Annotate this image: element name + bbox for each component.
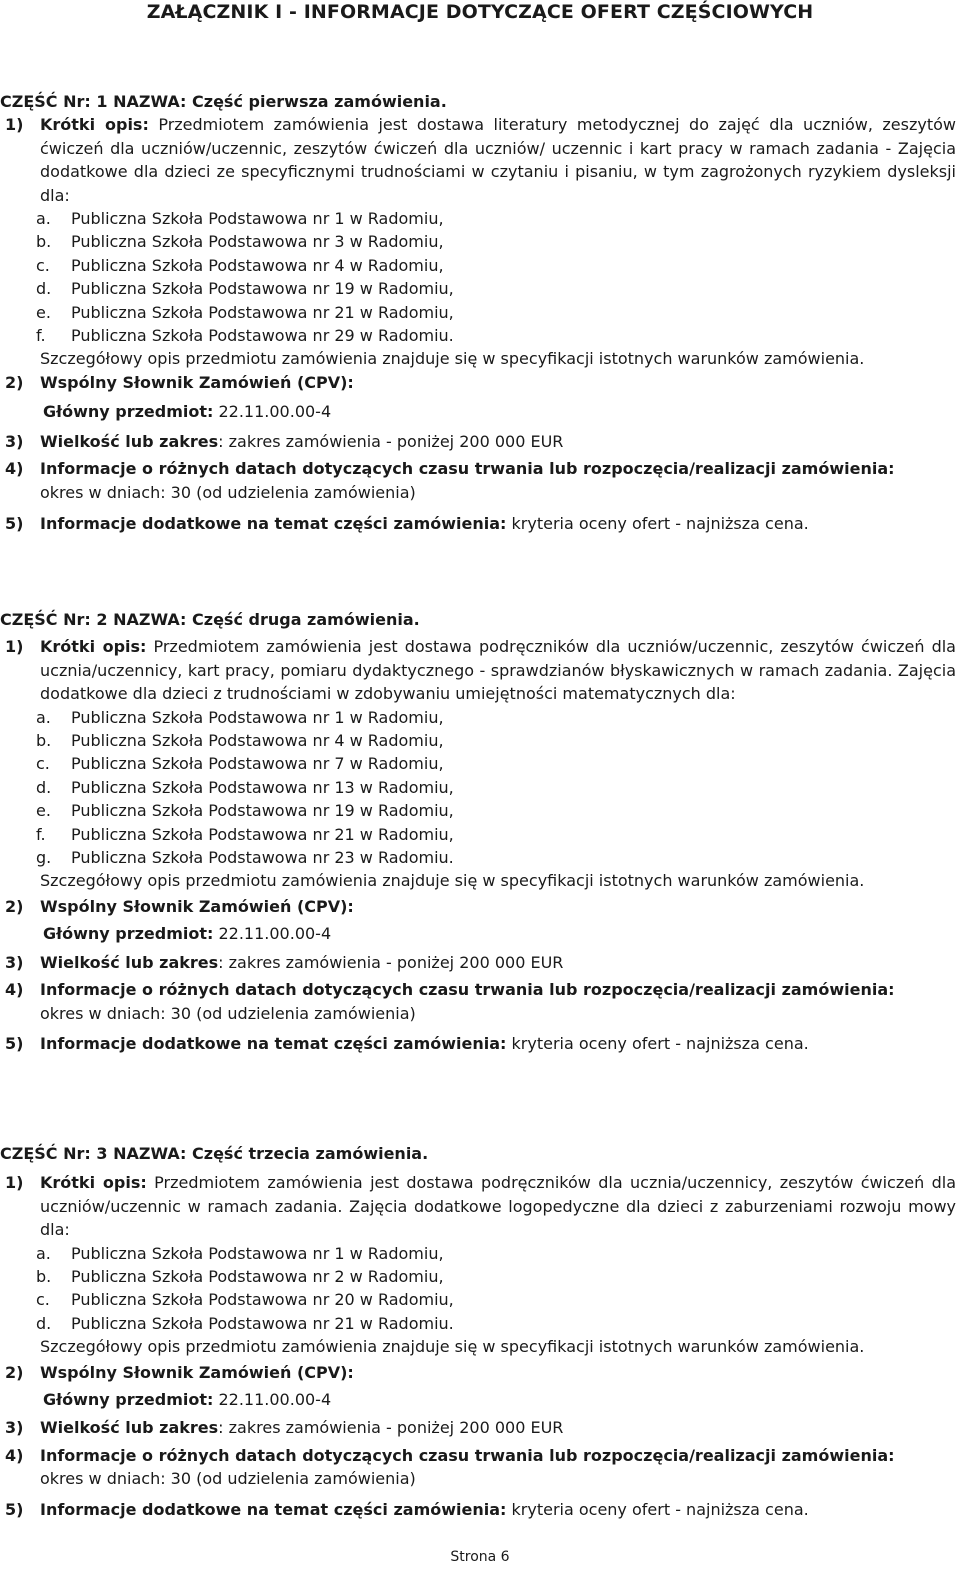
list-letter: b.	[36, 731, 52, 751]
scope-text: : zakres zamówienia - poniżej 200 000 EUR	[218, 952, 564, 972]
list-item	[0, 1265, 960, 1288]
short-description-text	[40, 113, 956, 207]
dates-text: okres w dniach: 30 (od udzielenia zamówienia)	[40, 482, 416, 502]
list-item	[0, 324, 960, 347]
list-letter: a.	[36, 209, 51, 229]
cpv-code: 22.11.00.00-4	[218, 1390, 332, 1410]
school-name: Publiczna Szkoła Podstawowa nr 3 w Radomiu,	[71, 232, 444, 252]
list-item	[0, 277, 960, 300]
dates-text: okres w dniach: 30 (od udzielenia zamówienia)	[40, 1469, 416, 1489]
scope-label: Wielkość lub zakres	[40, 952, 219, 972]
cpv-heading: Wspólny Słownik Zamówień (CPV):	[40, 372, 354, 392]
item-number: 5)	[5, 1499, 24, 1519]
part-heading: CZĘŚĆ Nr: 1 NAZWA: Część pierwsza zamówienia.	[0, 92, 447, 111]
additional-info-section	[0, 512, 960, 535]
additional-info-label: Informacje dodatkowe na temat części zamówienia:	[40, 1499, 507, 1519]
additional-info-section	[0, 1498, 960, 1521]
dates-section	[0, 457, 960, 504]
detail-note: Szczegółowy opis przedmiotu zamówienia znajduje się w specyfikacji istotnych warunków zamówienia.	[40, 871, 865, 891]
short-description-body: Przedmiotem zamówienia jest dostawa podręczników dla uczniów/uczennic, zeszytów ćwiczeń dla ucznia/uczennicy, kart pracy, pomiaru dydaktycznego - sprawdzianów błyskawicznych w ramach zadania. Zajęcia dodatkowe dla dzieci z trudnościami w zdobywaniu umiejętności matematycznych dla:	[40, 637, 956, 704]
school-name: Publiczna Szkoła Podstawowa nr 21 w Radomiu,	[71, 302, 454, 322]
short-description	[0, 113, 960, 207]
cpv-main-subject	[0, 400, 960, 423]
list-letter: c.	[36, 754, 50, 774]
list-letter: f.	[36, 824, 46, 844]
short-description-text	[40, 1171, 956, 1241]
list-item	[0, 846, 960, 869]
list-letter: c.	[36, 1290, 50, 1310]
cpv-label: Główny przedmiot:	[43, 924, 214, 944]
cpv-heading: Wspólny Słownik Zamówień (CPV):	[40, 1362, 354, 1382]
list-item	[0, 207, 960, 230]
dates-section	[0, 978, 960, 1025]
part-1	[0, 90, 960, 535]
short-description-body: Przedmiotem zamówienia jest dostawa literatury metodycznej do zajęć dla uczniów, zeszytów ćwiczeń dla uczniów/uczennic, zeszytów ćwiczeń dla uczniów/ uczennic i kart pracy w ramach zadania - Zajęcia dodatkowe dla dzieci ze specyficznymi trudnościami w czytaniu i pisaniu, w tym zagrożonych ryzykiem dysleksji dla:	[40, 115, 956, 205]
item-number: 3)	[5, 952, 24, 972]
list-item	[0, 1312, 960, 1335]
school-list	[0, 706, 960, 870]
scope-section	[0, 951, 960, 974]
item-number: 2)	[5, 1362, 24, 1382]
cpv-label: Główny przedmiot:	[43, 402, 214, 422]
cpv-section	[0, 371, 960, 394]
dates-text: okres w dniach: 30 (od udzielenia zamówienia)	[40, 1003, 416, 1023]
short-description	[0, 1171, 960, 1241]
short-description-label: Krótki opis:	[40, 637, 147, 657]
short-description	[0, 635, 960, 705]
list-letter: d.	[36, 1313, 52, 1333]
part-heading: CZĘŚĆ Nr: 2 NAZWA: Część druga zamówienia.	[0, 610, 420, 629]
scope-label: Wielkość lub zakres	[40, 431, 219, 451]
dates-label: Informacje o różnych datach dotyczących czasu trwania lub rozpoczęcia/realizacji zamówienia:	[40, 1445, 895, 1465]
item-number: 3)	[5, 431, 24, 451]
short-description-label: Krótki opis:	[40, 115, 149, 135]
part-3	[0, 1142, 960, 1521]
scope-section	[0, 1416, 960, 1439]
cpv-code: 22.11.00.00-4	[218, 924, 332, 944]
list-item	[0, 706, 960, 729]
short-description-body: Przedmiotem zamówienia jest dostawa podręczników dla ucznia/uczennicy, zeszytów ćwiczeń dla uczniów/uczennic w ramach zadania. Zajęcia dodatkowe logopedyczne dla dzieci z zaburzeniami rozwoju mowy dla:	[40, 1173, 956, 1240]
additional-info-section	[0, 1032, 960, 1055]
school-name: Publiczna Szkoła Podstawowa nr 21 w Radomiu,	[71, 824, 454, 844]
list-letter: a.	[36, 707, 51, 727]
additional-info-label: Informacje dodatkowe na temat części zamówienia:	[40, 513, 507, 533]
part-heading: CZĘŚĆ Nr: 3 NAZWA: Część trzecia zamówienia.	[0, 1144, 429, 1163]
item-number: 4)	[5, 980, 24, 1000]
school-name: Publiczna Szkoła Podstawowa nr 2 w Radomiu,	[71, 1267, 444, 1287]
list-letter: e.	[36, 302, 51, 322]
cpv-heading: Wspólny Słownik Zamówień (CPV):	[40, 896, 354, 916]
scope-text: : zakres zamówienia - poniżej 200 000 EUR	[218, 1418, 564, 1438]
short-description-text	[40, 635, 956, 705]
item-number: 4)	[5, 459, 24, 479]
list-letter: a.	[36, 1243, 51, 1263]
list-item	[0, 776, 960, 799]
list-letter: d.	[36, 777, 52, 797]
list-letter: d.	[36, 279, 52, 299]
item-number: 5)	[5, 513, 24, 533]
cpv-section	[0, 895, 960, 918]
list-letter: g.	[36, 848, 52, 868]
page-title: ZAŁĄCZNIK I - INFORMACJE DOTYCZĄCE OFERT CZĘŚCIOWYCH	[146, 1, 814, 23]
item-number: 3)	[5, 1418, 24, 1438]
item-number: 1)	[5, 637, 24, 657]
cpv-section	[0, 1361, 960, 1384]
dates-label: Informacje o różnych datach dotyczących czasu trwania lub rozpoczęcia/realizacji zamówienia:	[40, 980, 895, 1000]
page-number: Strona 6	[450, 1549, 510, 1565]
additional-info-text: kryteria oceny ofert - najniższa cena.	[511, 513, 809, 533]
dates-label: Informacje o różnych datach dotyczących czasu trwania lub rozpoczęcia/realizacji zamówienia:	[40, 459, 895, 479]
school-name: Publiczna Szkoła Podstawowa nr 20 w Radomiu,	[71, 1290, 454, 1310]
list-item	[0, 752, 960, 775]
cpv-code: 22.11.00.00-4	[218, 402, 332, 422]
list-letter: c.	[36, 255, 50, 275]
list-item	[0, 230, 960, 253]
list-item	[0, 1242, 960, 1265]
school-name: Publiczna Szkoła Podstawowa nr 13 w Radomiu,	[71, 777, 454, 797]
school-name: Publiczna Szkoła Podstawowa nr 1 w Radomiu,	[71, 209, 444, 229]
part-2	[0, 608, 960, 1055]
school-name: Publiczna Szkoła Podstawowa nr 19 w Radomiu,	[71, 279, 454, 299]
cpv-label: Główny przedmiot:	[43, 1390, 214, 1410]
school-name: Publiczna Szkoła Podstawowa nr 19 w Radomiu,	[71, 801, 454, 821]
item-number: 1)	[5, 1173, 24, 1193]
item-number: 4)	[5, 1445, 24, 1465]
cpv-main-subject	[0, 922, 960, 945]
additional-info-text: kryteria oceny ofert - najniższa cena.	[511, 1499, 809, 1519]
cpv-main-subject	[0, 1388, 960, 1411]
list-letter: e.	[36, 801, 51, 821]
list-letter: b.	[36, 232, 52, 252]
list-item	[0, 799, 960, 822]
list-letter: f.	[36, 326, 46, 346]
school-name: Publiczna Szkoła Podstawowa nr 1 w Radomiu,	[71, 1243, 444, 1263]
additional-info-label: Informacje dodatkowe na temat części zamówienia:	[40, 1033, 507, 1053]
scope-section	[0, 430, 960, 453]
item-number: 2)	[5, 372, 24, 392]
school-name: Publiczna Szkoła Podstawowa nr 7 w Radomiu,	[71, 754, 444, 774]
item-number: 1)	[5, 115, 24, 135]
list-letter: b.	[36, 1267, 52, 1287]
detail-note: Szczegółowy opis przedmiotu zamówienia znajduje się w specyfikacji istotnych warunków zamówienia.	[40, 349, 865, 369]
item-number: 2)	[5, 896, 24, 916]
school-list	[0, 207, 960, 347]
school-name: Publiczna Szkoła Podstawowa nr 1 w Radomiu,	[71, 707, 444, 727]
item-number: 5)	[5, 1033, 24, 1053]
additional-info-text: kryteria oceny ofert - najniższa cena.	[511, 1033, 809, 1053]
list-item	[0, 254, 960, 277]
list-item	[0, 729, 960, 752]
detail-note: Szczegółowy opis przedmiotu zamówienia znajduje się w specyfikacji istotnych warunków zamówienia.	[40, 1337, 865, 1357]
school-name: Publiczna Szkoła Podstawowa nr 29 w Radomiu.	[71, 326, 454, 346]
school-name: Publiczna Szkoła Podstawowa nr 21 w Radomiu.	[71, 1313, 454, 1333]
list-item	[0, 823, 960, 846]
school-list	[0, 1242, 960, 1336]
list-item	[0, 301, 960, 324]
scope-label: Wielkość lub zakres	[40, 1418, 219, 1438]
school-name: Publiczna Szkoła Podstawowa nr 4 w Radomiu,	[71, 255, 444, 275]
short-description-label: Krótki opis:	[40, 1173, 147, 1193]
school-name: Publiczna Szkoła Podstawowa nr 4 w Radomiu,	[71, 731, 444, 751]
dates-section	[0, 1444, 960, 1491]
scope-text: : zakres zamówienia - poniżej 200 000 EUR	[218, 431, 564, 451]
list-item	[0, 1288, 960, 1311]
school-name: Publiczna Szkoła Podstawowa nr 23 w Radomiu.	[71, 848, 454, 868]
